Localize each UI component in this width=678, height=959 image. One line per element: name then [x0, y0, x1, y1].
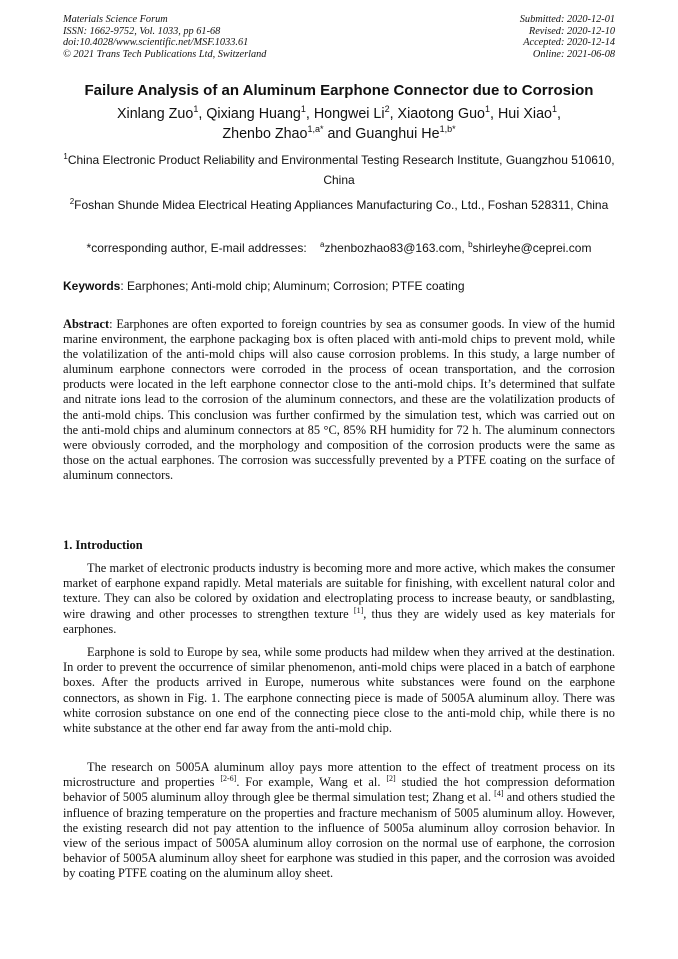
- affiliation-text: China Electronic Product Reliability and Environmental Testing Research Institute, Guangzhou 510610, China: [67, 153, 615, 187]
- paragraph-text: and others studied the influence of brazing temperature on the properties and fracture mechanism of 5005 aluminum alloy. However, the existing research did not pay attention to the influence of 5005a aluminum alloy corrosion behavior. In view of the serious impact of 5005A aluminum alloy corrosion on the normal use of earphone, the corrosion behavior of 5005A aluminum alloy sheet for earphone was studied in this paper, and the corrosion was avoided by coating PTFE coating on the aluminum alloy sheet.: [63, 790, 615, 881]
- author-name: Guanghui He: [355, 126, 440, 142]
- doi-line: doi:10.4028/www.scientific.net/MSF.1033.61: [63, 37, 249, 49]
- author-affiliation-sup: 1: [300, 104, 306, 114]
- author-name: Hui Xiao: [497, 106, 552, 122]
- accepted-date: Accepted: 2020-12-14: [523, 37, 615, 49]
- corresponding-label: *corresponding author, E-mail addresses:: [86, 241, 307, 255]
- author-name: Qixiang Huang: [206, 106, 301, 122]
- abstract-text: : Earphones are often exported to foreign countries by sea as consumer goods. In view of the humid marine environment, the earphone packaging box is often placed with anti-mold chips to prevent mold, while the volatilization of the anti-mold chips will also cause corrosion problems. In this study, a large number of aluminum earphone connectors were corroded in the process of ocean transportation, and the corrosion products were located in the left earphone connector close to the anti-mold chips. It’s determined that sulfate and nitrate ions lead to the corrosion of the aluminum connectors, and these are the volatilization products of the anti-mold chips. This conclusion was further confirmed by the simulation test, which was carried out on the anti-mold chips and aluminum connectors at 85 °C, 85% RH humidity for 72 h. The aluminum connectors were obviously corroded, and the morphology and composition of the corrosion products were the same as those on the actual earphones. The corrosion was successfully prevented by a PTFE coating on the surface of aluminum connectors.: [63, 317, 615, 482]
- citation-ref[interactable]: [1]: [353, 605, 364, 615]
- publication-dates: [520, 14, 615, 60]
- author-name: Zhenbo Zhao: [222, 126, 308, 142]
- paragraph-text: . For example, Wang et al.: [236, 775, 387, 790]
- abstract: [63, 317, 615, 483]
- affiliation-1: [63, 150, 615, 190]
- email-a-sup: a: [320, 240, 325, 249]
- author-separator: and: [323, 126, 356, 142]
- author-affiliation-sup: 2: [384, 104, 390, 114]
- abstract-label: Abstract: [63, 317, 110, 331]
- keywords-text: : Earphones; Anti-mold chip; Aluminum; Corrosion; PTFE coating: [120, 279, 465, 293]
- affiliation-sup: 2: [69, 197, 75, 206]
- section-heading: 1. Introduction: [63, 538, 143, 552]
- paragraph-text: studied the hot compression deformation behavior of 5005 aluminum alloy through glee be thermal simulation test; Zhang et al.: [63, 775, 615, 805]
- author-affiliation-sup: 1: [484, 104, 490, 114]
- issn-line: ISSN: 1662-9752, Vol. 1033, pp 61-68: [63, 25, 221, 37]
- corresponding-author: [63, 238, 615, 258]
- intro-paragraph-3: [63, 760, 615, 882]
- journal-info: [63, 14, 266, 60]
- author-name: Xiaotong Guo: [397, 106, 485, 122]
- paragraph-text: Earphone is sold to Europe by sea, while some products had mildew when they arrived at the destination. In order to prevent the occurrence of similar phenomenon, anti-mold chips were placed in a batch of earphone boxes. After the products arrived in Europe, numerous white substances were found on the earphone connectors, as shown in Fig. 1. The earphone connecting piece is made of 5005A aluminum alloy. There was white corrosion substance on one end of the connecting piece close to the anti-mold chip, while there is no white substance at the other end far away from the anti-mold chip.: [63, 645, 615, 736]
- citation-ref[interactable]: [4]: [494, 789, 504, 799]
- author-affiliation-sup: 1,b*: [439, 124, 456, 134]
- author-separator: ,: [198, 106, 207, 122]
- intro-paragraph-1: [63, 561, 615, 637]
- intro-paragraph-2: [63, 645, 615, 736]
- affiliation-sup: 1: [63, 152, 68, 161]
- paragraph-text: , thus they are widely used as key materials for earphones.: [63, 606, 615, 636]
- email-b-sup: b: [468, 240, 473, 249]
- author-affiliation-sup: 1,a*: [307, 124, 324, 134]
- author-separator: ,: [557, 106, 561, 122]
- author-list: [60, 104, 618, 144]
- author-separator: ,: [305, 106, 314, 122]
- affiliation-text: Foshan Shunde Midea Electrical Heating Appliances Manufacturing Co., Ltd., Foshan 528311, China: [74, 198, 609, 212]
- author-separator: ,: [489, 106, 498, 122]
- author-affiliation-sup: 1: [551, 104, 557, 114]
- revised-date: Revised: 2020-12-10: [528, 25, 615, 37]
- keywords: [63, 277, 615, 295]
- email-b-link[interactable]: shirleyhe@ceprei.com: [472, 241, 592, 255]
- online-date: Online: 2021-06-08: [532, 48, 615, 60]
- journal-name: Materials Science Forum: [63, 14, 168, 25]
- affiliation-2: [63, 195, 615, 215]
- email-a-link[interactable]: zhenbozhao83@163.com,: [324, 241, 465, 255]
- citation-ref[interactable]: [2]: [386, 774, 396, 784]
- keywords-label: Keywords: [63, 279, 121, 293]
- author-name: Hongwei Li: [313, 106, 385, 122]
- author-name: Xinlang Zuo: [117, 106, 194, 122]
- citation-ref[interactable]: [2-6]: [220, 774, 237, 784]
- submitted-date: Submitted: 2020-12-01: [519, 14, 615, 25]
- author-separator: ,: [389, 106, 398, 122]
- copyright-line: © 2021 Trans Tech Publications Ltd, Switzerland: [63, 48, 267, 60]
- paragraph-text: The research on 5005A aluminum alloy pays more attention to the effect of treatment process on its microstructure and properties: [63, 760, 615, 790]
- author-affiliation-sup: 1: [193, 104, 199, 114]
- paragraph-text: The market of electronic products industry is becoming more and more active, which makes the consumer market of earphone expand rapidly. Metal materials are suitable for finishing, with excellent natural color and texture. They can also be colored by oxidation and electroplating process to increase beauty, or sandblasting, wire drawing and other processes to strengthen texture: [63, 561, 615, 621]
- paper-title: Failure Analysis of an Aluminum Earphone Connector due to Corrosion: [84, 82, 594, 99]
